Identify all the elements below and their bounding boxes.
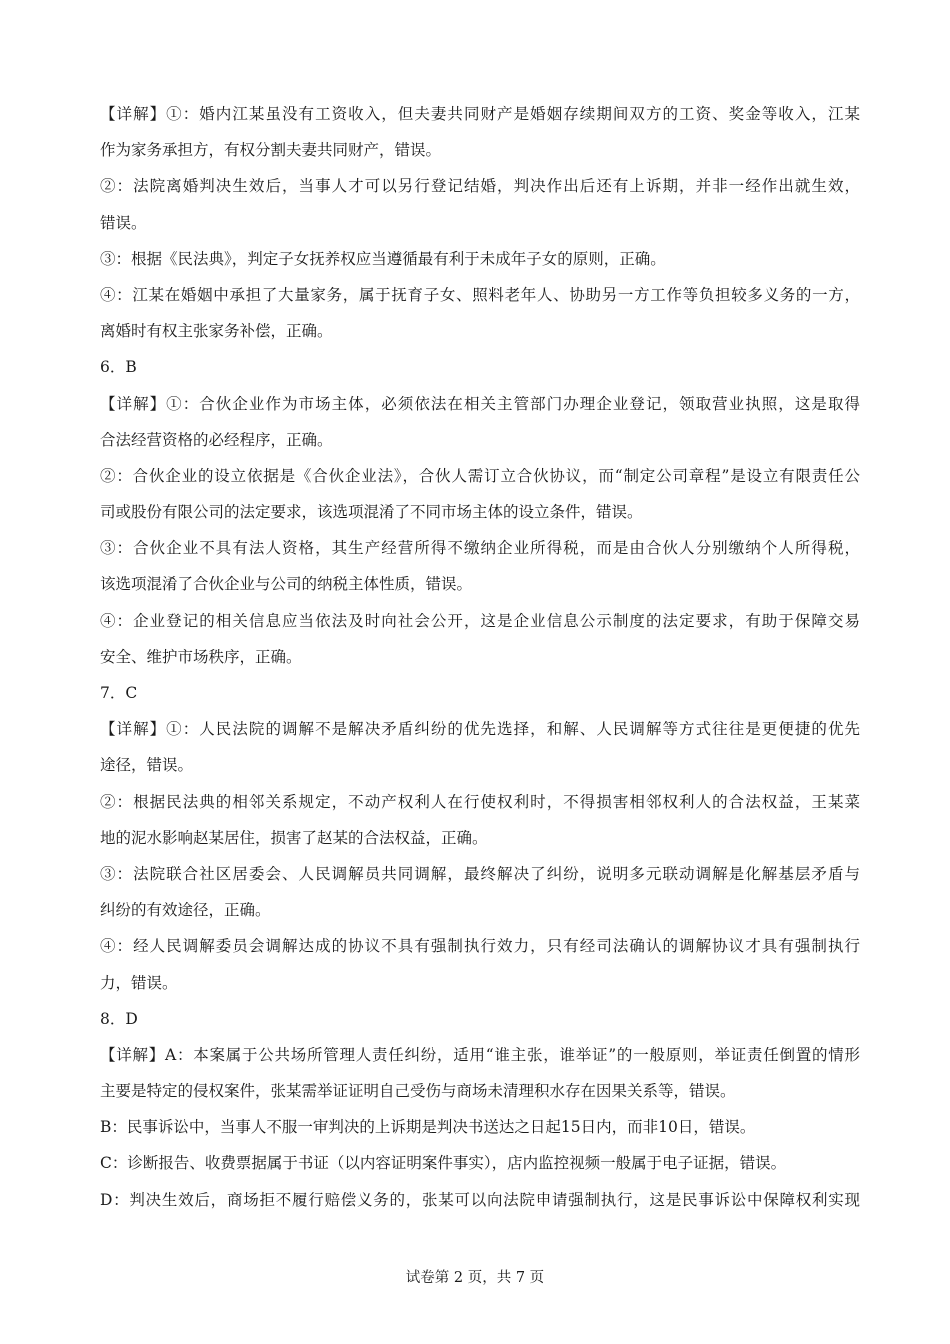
text-line: ③：合伙企业不具有法人资格，其生产经营所得不缴纳企业所得税，而是由合伙人分别缴纳个人所得税， <box>100 539 860 558</box>
text-line: 【详解】①：婚内江某虽没有工资收入，但夫妻共同财产是婚姻存续期间双方的工资、奖金等收入，江某 <box>100 105 860 123</box>
text-line: D：判决生效后，商场拒不履行赔偿义务的，张某可以向法院申请强制执行，这是民事诉讼中保障权利实现 <box>100 1190 860 1209</box>
text-line: 主要是特定的侵权案件，张某需举证证明自己受伤与商场未清理积水存在因果关系等，错误。 <box>100 1082 736 1101</box>
text-line: ②：合伙企业的设立依据是《合伙企业法》，合伙人需订立合伙协议，而“制定公司章程”是设立有限责任公 <box>100 466 860 485</box>
text-line: 【详解】①：人民法院的调解不是解决矛盾纠纷的优先选择，和解、人民调解等方式往往是更便捷的优先 <box>100 720 860 739</box>
text-line: ②：法院离婚判决生效后，当事人才可以另行登记结婚，判决作出后还有上诉期，并非一经作出就生效， <box>100 177 860 196</box>
text-line: ④：经人民调解委员会调解达成的协议不具有强制执行效力，只有经司法确认的调解协议才具有强制执行 <box>100 937 860 956</box>
text-line: 【详解】①：合伙企业作为市场主体，必须依法在相关主管部门办理企业登记，领取营业执照，这是取得 <box>100 394 860 413</box>
question-number: 6．B <box>100 358 137 377</box>
text-line: 安全、维护市场秩序，正确。 <box>100 647 302 666</box>
page-footer: 试卷第 2 页，共 7 页 <box>405 1270 545 1286</box>
text-line: ③：法院联合社区居委会、人民调解员共同调解，最终解决了纠纷，说明多元联动调解是化解基层矛盾与 <box>100 864 860 883</box>
text-line: 【详解】A：本案属于公共场所管理人责任纠纷，适用“谁主张，谁举证”的一般原则，举证责任倒置的情形 <box>100 1045 860 1064</box>
text-line: 错误。 <box>100 213 147 232</box>
answer-explanations <box>100 96 860 1218</box>
text-line: 司或股份有限公司的法定要求，该选项混淆了不同市场主体的设立条件，错误。 <box>100 503 643 522</box>
text-line: 地的泥水影响赵某居住，损害了赵某的合法权益，正确。 <box>100 828 488 847</box>
text-line: ②：根据民法典的相邻关系规定，不动产权利人在行使权利时，不得损害相邻权利人的合法权益，王某菜 <box>100 792 860 811</box>
text-line: ④：企业登记的相关信息应当依法及时向社会公开，这是企业信息公示制度的法定要求，有助于保障交易 <box>100 611 860 630</box>
text-line: 合法经营资格的必经程序，正确。 <box>100 430 333 449</box>
text-line: ④：江某在婚姻中承担了大量家务，属于抚育子女、照料老年人、协助另一方工作等负担较多义务的一方， <box>100 285 860 304</box>
text-line: 纠纷的有效途径，正确。 <box>100 901 271 920</box>
text-line: C：诊断报告、收费票据属于书证（以内容证明案件事实），店内监控视频一般属于电子证据，错误。 <box>100 1154 787 1173</box>
question-number: 7．C <box>100 684 138 702</box>
text-line: ③：根据《民法典》，判定子女抚养权应当遵循最有利于未成年子女的原则，正确。 <box>100 249 666 268</box>
text-line: 途径，错误。 <box>100 756 194 775</box>
question-number: 8．D <box>100 1009 138 1028</box>
text-line: 该选项混淆了合伙企业与公司的纳税主体性质，错误。 <box>100 575 473 594</box>
text-line: 力，错误。 <box>100 973 178 992</box>
text-line: 作为家务承担方，有权分割夫妻共同财产，错误。 <box>100 141 442 160</box>
text-line: 离婚时有权主张家务补偿，正确。 <box>100 322 333 341</box>
text-line: B：民事诉讼中，当事人不服一审判决的上诉期是判决书送达之日起15日内，而非10日，错误。 <box>100 1118 756 1137</box>
